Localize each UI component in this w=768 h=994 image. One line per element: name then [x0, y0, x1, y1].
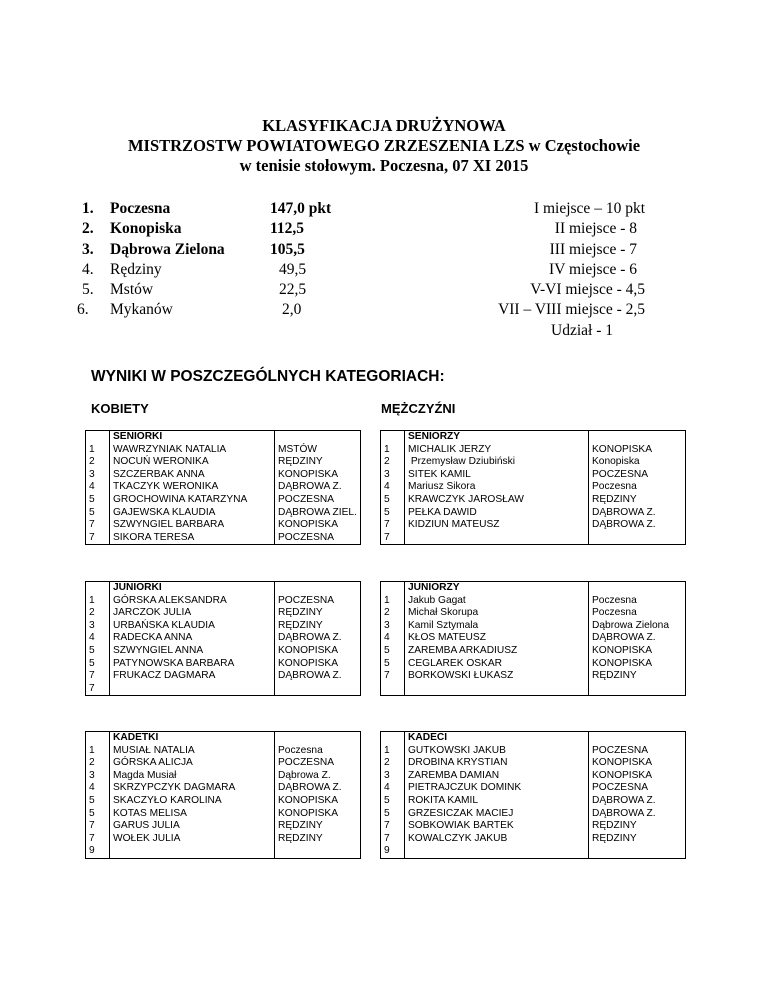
club-column: POCZESNA RĘDZINY RĘDZINY DĄBROWA Z. KONOPISKA KONOPISKA DĄBROWA Z. — [275, 582, 361, 696]
table-row — [381, 431, 686, 545]
results-table-juniorzy — [380, 581, 686, 696]
player-column: SENIORZY MICHALIK JERZY Przemysław Dziubiński SITEK KAMIL Mariusz Sikora KRAWCZYK JAROSŁAW PEŁKA DAWID KIDZIUN MATEUSZ — [405, 431, 589, 545]
ranking-points — [270, 199, 370, 321]
club-column: POCZESNA KONOPISKA KONOPISKA POCZESNA DĄBROWA Z. DĄBROWA Z. RĘDZINY RĘDZINY — [589, 732, 686, 859]
header-title: KLASYFIKACJA DRUŻYNOWA — [262, 116, 506, 135]
rank-column: 1 2 3 4 5 5 7 — [381, 582, 405, 696]
player-column: JUNIORZY Jakub Gagat Michał Skorupa Kamil Sztymala KŁOS MATEUSZ ZAREMBA ARKADIUSZ CEGLAREK OSKAR BORKOWSKI ŁUKASZ — [405, 582, 589, 696]
club-column: Poczesna POCZESNA Dąbrowa Z. DĄBROWA Z. KONOPISKA KONOPISKA RĘDZINY RĘDZINY — [275, 732, 361, 859]
scale-line: III miejsce - 7 — [549, 240, 637, 258]
points-value: 147,0 pkt — [270, 200, 332, 217]
scale-line: I miejsce – 10 pkt — [533, 200, 645, 217]
points-value: 2,0 — [282, 301, 302, 319]
points-value: 105,5 — [270, 240, 305, 258]
points-value: 22,5 — [279, 281, 307, 299]
ranking-teams — [77, 199, 262, 321]
club-column: MSTÓW RĘDZINY KONOPISKA DĄBROWA Z. POCZESNA DĄBROWA ZIEL. KONOPISKA POCZESNA — [275, 431, 361, 545]
table-row — [381, 582, 686, 696]
ranking-row: 3. Dąbrowa Zielona — [82, 240, 225, 258]
points-scale — [440, 199, 645, 341]
header-subtitle: MISTRZOSTW POWIATOWEGO ZRZESZENIA LZS w Częstochowie — [127, 136, 641, 155]
ranking-row: 5. Mstów — [82, 281, 154, 299]
scale-line: Udział - 1 — [551, 321, 613, 339]
document-header — [0, 116, 768, 176]
scale-line: VII – VIII miejsce - 2,5 — [498, 301, 645, 319]
points-value: 49,5 — [279, 260, 307, 278]
ranking-row: 1. Poczesna — [82, 200, 171, 217]
table-row — [86, 431, 361, 545]
results-table-kadetki — [85, 731, 361, 859]
player-column: JUNIORKI GÓRSKA ALEKSANDRA JARCZOK JULIA URBAŃSKA KLAUDIA RADECKA ANNA SZWYNGIEL ANNA PATYNOWSKA BARBARA FRUKACZ DAGMARA — [110, 582, 275, 696]
results-table-seniorzy — [380, 430, 686, 545]
rank-column: 1 2 3 4 5 5 7 7 9 — [381, 732, 405, 859]
women-label: KOBIETY — [91, 401, 149, 416]
section-title: WYNIKI W POSZCZEGÓLNYCH KATEGORIACH: — [91, 368, 445, 385]
ranking-row: 2. Konopiska — [82, 220, 182, 238]
scale-line: II miejsce - 8 — [554, 220, 637, 238]
club-column: Poczesna Poczesna Dąbrowa Zielona DĄBROWA Z. KONOPISKA KONOPISKA RĘDZINY — [589, 582, 686, 696]
rank-column: 1 2 3 4 5 5 7 7 9 — [86, 732, 110, 859]
rank-column: 1 2 3 4 5 5 7 7 — [381, 431, 405, 545]
table-row — [381, 732, 686, 859]
results-table-seniorki — [85, 430, 361, 545]
table-row — [86, 582, 361, 696]
rank-column: 1 2 3 4 5 5 7 7 — [86, 431, 110, 545]
ranking-row: 4. Rędziny — [82, 260, 162, 278]
ranking-row: 6. Mykanów — [77, 301, 173, 319]
men-label: MĘŻCZYŹNI — [381, 401, 456, 416]
header-event: w tenisie stołowym. Poczesna, 07 XI 2015 — [239, 156, 529, 175]
scale-line: V-VI miejsce - 4,5 — [530, 281, 645, 299]
rank-column: 1 2 3 4 5 5 7 7 — [86, 582, 110, 696]
points-value: 112,5 — [270, 220, 305, 238]
player-column: KADETKI MUSIAŁ NATALIA GÓRSKA ALICJA Magda Musiał SKRZYPCZYK DAGMARA SKACZYŁO KAROLINA KOTAS MELISA GARUS JULIA WOŁEK JULIA — [110, 732, 275, 859]
table-row — [86, 732, 361, 859]
scale-line: IV miejsce - 6 — [549, 260, 637, 278]
player-column: SENIORKI WAWRZYNIAK NATALIA NOCUŃ WERONIKA SZCZERBAK ANNA TKACZYK WERONIKA GROCHOWINA KATARZYNA GAJEWSKA KLAUDIA SZWYNGIEL BARBARA SIKORA TERESA — [110, 431, 275, 545]
results-table-juniorki — [85, 581, 361, 696]
results-table-kadeci — [380, 731, 686, 859]
club-column: KONOPISKA Konopiska POCZESNA Poczesna RĘDZINY DĄBROWA Z. DĄBROWA Z. — [589, 431, 686, 545]
player-column: KADECI GUTKOWSKI JAKUB DROBINA KRYSTIAN ZAREMBA DAMIAN PIETRAJCZUK DOMINK ROKITA KAMIL GRZESICZAK MACIEJ SOBKOWIAK BARTEK KOWALCZYK JAKUB — [405, 732, 589, 859]
